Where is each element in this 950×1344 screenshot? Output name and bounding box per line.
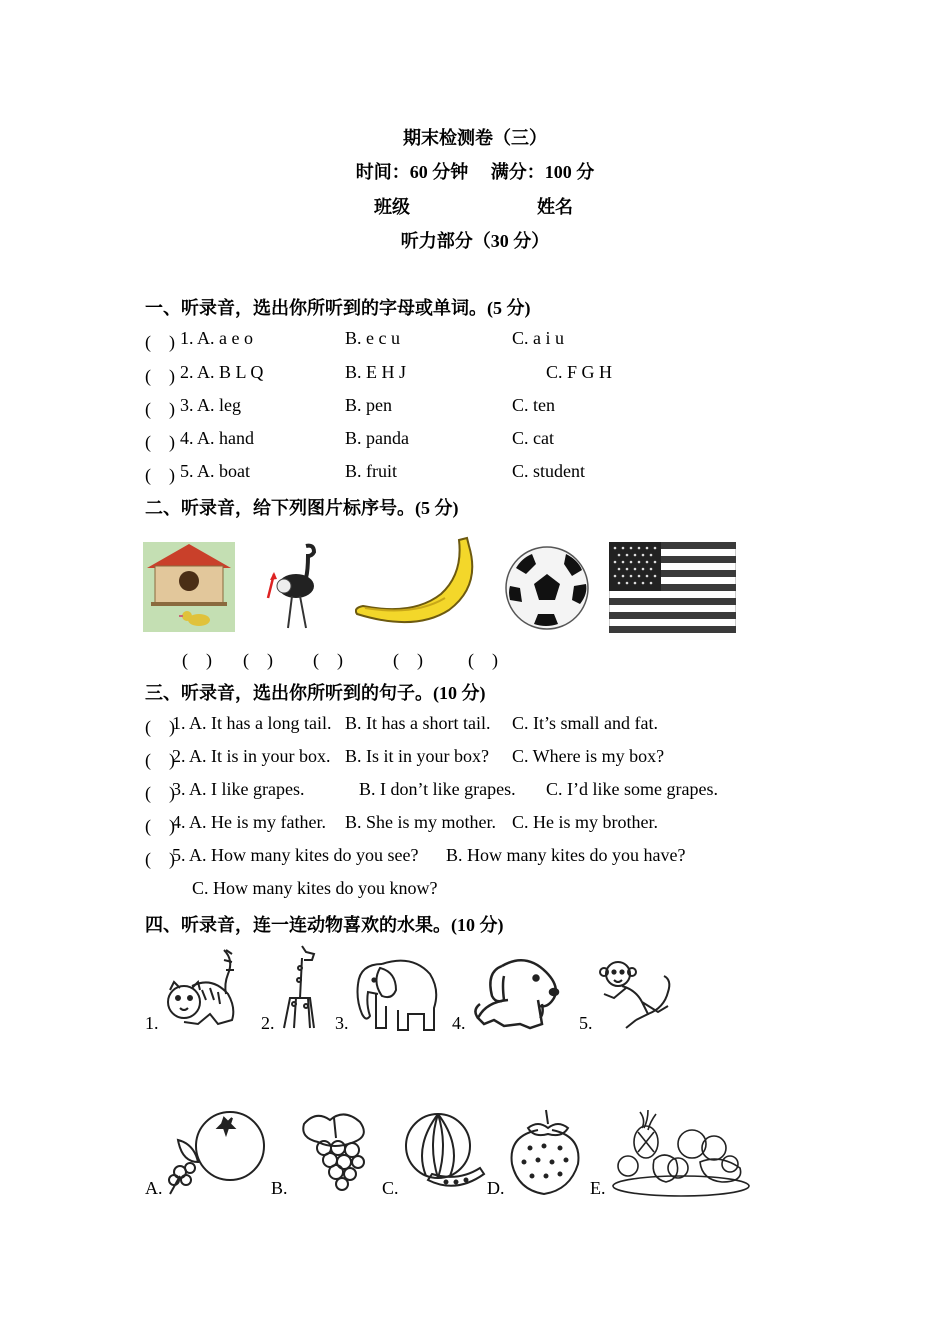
- option-b: B. panda: [345, 428, 409, 448]
- answer-bracket[interactable]: ( ): [145, 332, 175, 352]
- section4-title: 四、听录音，连一连动物喜欢的水果。(10 分): [145, 915, 504, 935]
- answer-bracket[interactable]: ( ): [145, 366, 175, 386]
- animal-label: 3.: [335, 1013, 349, 1033]
- option-b: B. e c u: [345, 328, 400, 348]
- watermelon-icon: [402, 1110, 486, 1196]
- option-a: 1. A. a e o: [180, 328, 253, 348]
- birdhouse-picture: [143, 542, 235, 632]
- option-a: 2. A. It is in your box.: [172, 746, 331, 766]
- option-c: C. F G H: [546, 362, 613, 382]
- answer-bracket[interactable]: ( ): [243, 650, 273, 670]
- option-c: C. cat: [512, 428, 554, 448]
- option-b: B. How many kites do you have?: [446, 845, 686, 865]
- animal-label: 5.: [579, 1013, 593, 1033]
- answer-bracket[interactable]: ( ): [145, 432, 175, 452]
- answer-bracket[interactable]: ( ): [393, 650, 423, 670]
- answer-bracket[interactable]: ( ): [313, 650, 343, 670]
- orange-icon: [164, 1106, 268, 1198]
- class-label: 班级: [374, 197, 410, 217]
- fruit-label: A.: [145, 1178, 163, 1198]
- answer-bracket[interactable]: ( ): [145, 849, 175, 869]
- option-b: B. pen: [345, 395, 392, 415]
- fruit-label: E.: [590, 1178, 606, 1198]
- option-b: B. It has a short tail.: [345, 713, 491, 733]
- option-c: C. student: [512, 461, 586, 481]
- listening-part-title: 听力部分（30 分）: [400, 231, 550, 251]
- grapes-icon: [294, 1108, 378, 1196]
- fruit-label: C.: [382, 1178, 399, 1198]
- answer-bracket[interactable]: ( ): [145, 465, 175, 485]
- time-and-score: 时间：60 分钟 满分：100 分: [355, 162, 595, 182]
- option-b: B. She is my mother.: [345, 812, 497, 832]
- option-a: 4. A. hand: [180, 428, 254, 448]
- answer-bracket[interactable]: ( ): [145, 816, 175, 836]
- option-a: 2. A. B L Q: [180, 362, 264, 382]
- name-label: 姓名: [537, 197, 573, 217]
- fruit-label: B.: [271, 1178, 288, 1198]
- option-c: C. ten: [512, 395, 555, 415]
- answer-bracket[interactable]: ( ): [145, 750, 175, 770]
- elephant-icon: [352, 954, 438, 1032]
- giraffe-icon: [278, 944, 324, 1030]
- answer-bracket[interactable]: ( ): [145, 399, 175, 419]
- fruit-plate-icon: [610, 1108, 752, 1198]
- answer-bracket[interactable]: ( ): [182, 650, 212, 670]
- option-a: 5. A. boat: [180, 461, 250, 481]
- answer-bracket[interactable]: ( ): [145, 783, 175, 803]
- option-c: C. a i u: [512, 328, 564, 348]
- option-c: C. Where is my box?: [512, 746, 665, 766]
- option-a: 3. A. I like grapes.: [172, 779, 305, 799]
- strawberry-icon: [508, 1108, 588, 1198]
- option-a: 3. A. leg: [180, 395, 241, 415]
- option-c: C. I’d like some grapes.: [546, 779, 718, 799]
- banana-picture: [355, 536, 480, 630]
- page-title: 期末检测卷（三）: [403, 128, 547, 148]
- dog-icon: [472, 956, 562, 1032]
- option-a: 4. A. He is my father.: [172, 812, 326, 832]
- section1-title: 一、听录音，选出你所听到的字母或单词。(5 分): [145, 298, 531, 318]
- option-b: B. I don’t like grapes.: [359, 779, 516, 799]
- soccer-ball-picture: [504, 544, 590, 632]
- section3-title: 三、听录音，选出你所听到的句子。(10 分): [145, 683, 486, 703]
- monkey-icon: [596, 958, 678, 1032]
- tiger-icon: [162, 946, 242, 1030]
- answer-bracket[interactable]: ( ): [145, 717, 175, 737]
- answer-bracket[interactable]: ( ): [468, 650, 498, 670]
- animal-label: 1.: [145, 1013, 159, 1033]
- us-flag-picture: [609, 542, 736, 633]
- option-c: C. He is my brother.: [512, 812, 658, 832]
- ostrich-picture: [266, 542, 328, 632]
- option-c: C. How many kites do you know?: [192, 878, 438, 898]
- option-b: B. fruit: [345, 461, 397, 481]
- option-a: 5. A. How many kites do you see?: [172, 845, 419, 865]
- option-c: C. It’s small and fat.: [512, 713, 658, 733]
- section2-title: 二、听录音，给下列图片标序号。(5 分): [145, 498, 459, 518]
- fruit-label: D.: [487, 1178, 505, 1198]
- animal-label: 2.: [261, 1013, 275, 1033]
- option-b: B. E H J: [345, 362, 407, 382]
- option-a: 1. A. It has a long tail.: [172, 713, 332, 733]
- option-b: B. Is it in your box?: [345, 746, 489, 766]
- animal-label: 4.: [452, 1013, 466, 1033]
